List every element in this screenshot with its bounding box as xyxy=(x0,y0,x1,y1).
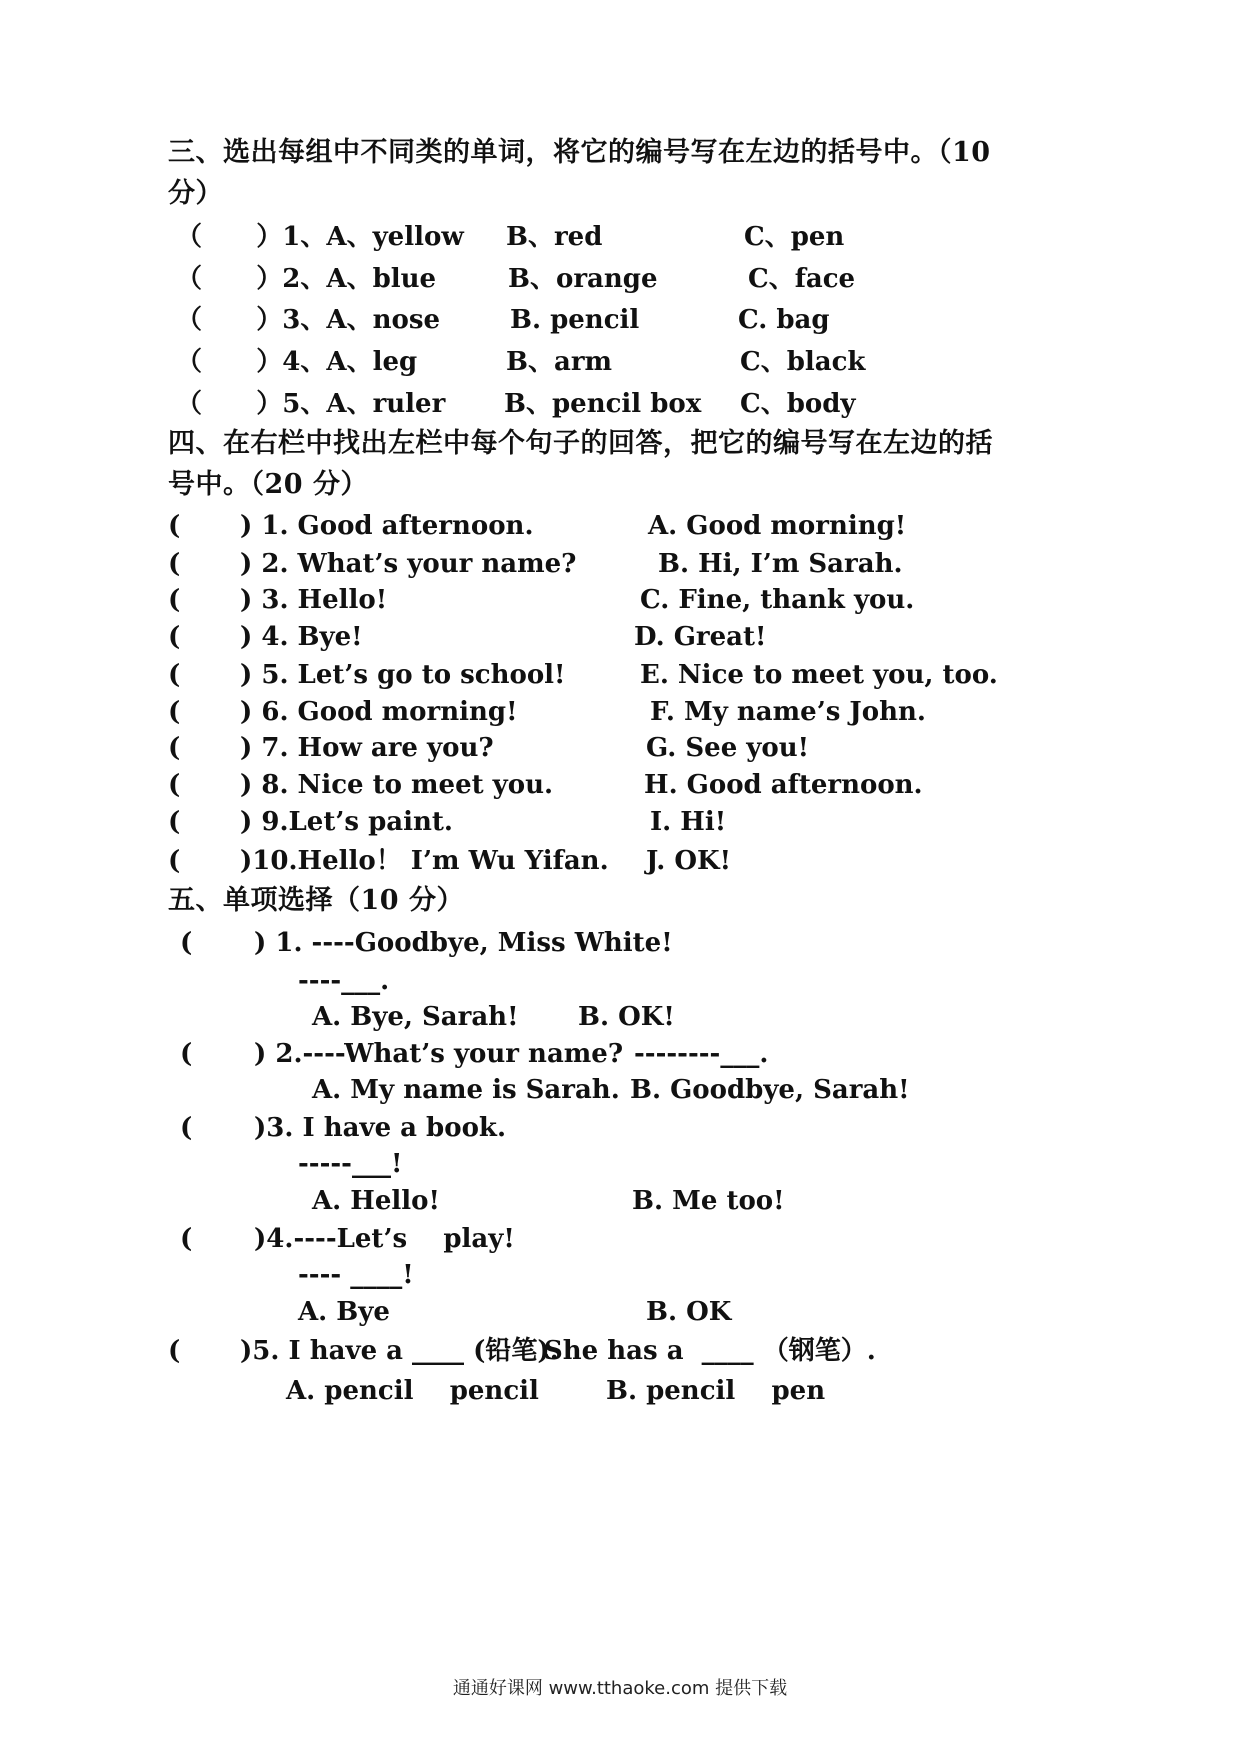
s4-question: ) 7. How are you? xyxy=(240,733,494,763)
s4-question: ) 9.Let’s paint. xyxy=(240,807,453,837)
s4-paren: ( xyxy=(168,585,181,615)
s3-row-2-b: B、orange xyxy=(508,264,658,294)
s3-row-1-a: （ ）1、A、yellow xyxy=(176,222,464,252)
s4-paren: ( xyxy=(168,549,181,579)
s4-answer: I. Hi! xyxy=(650,807,727,837)
s5-stem: ) 1. ----Goodbye, Miss White! xyxy=(254,928,673,958)
s3-row-3-a: （ ）3、A、nose xyxy=(176,305,440,335)
s5-paren: ( xyxy=(180,1113,193,1143)
s4-paren: ( xyxy=(168,770,181,800)
s5-option-b: B. Me too! xyxy=(632,1186,785,1216)
s4-paren: ( xyxy=(168,846,181,876)
s5-paren: ( xyxy=(180,928,193,958)
s4-answer: D. Great! xyxy=(634,622,767,652)
section4-title-line1: 四、在右栏中找出左栏中每个句子的回答，把它的编号写在左边的括 xyxy=(168,428,993,459)
s3-row-1-b: B、red xyxy=(506,222,603,252)
s3-row-2-c: C、face xyxy=(748,264,856,294)
s4-paren: ( xyxy=(168,733,181,763)
s4-paren: ( xyxy=(168,511,181,541)
section3-title-line2: 分） xyxy=(168,178,223,209)
s3-row-5-c: C、body xyxy=(740,389,856,419)
page-footer: 通通好课网 www.tthaoke.com 提供下载 xyxy=(452,1678,788,1699)
s5-paren: ( xyxy=(168,1336,181,1366)
s5-paren: ( xyxy=(180,1039,193,1069)
s5-stem: )3. I have a book. xyxy=(254,1113,506,1143)
s5-option-b: B. pencil pen xyxy=(606,1376,826,1406)
section4-title-line2: 号中。（20 分） xyxy=(168,469,368,500)
s4-question: ) 6. Good morning! xyxy=(240,697,518,727)
s4-answer: J. OK! xyxy=(646,846,732,876)
s4-question: ) 2. What’s your name? xyxy=(240,549,577,579)
s4-question: ) 3. Hello! xyxy=(240,585,388,615)
s5-reply: --------___. xyxy=(634,1039,769,1069)
s3-row-2-a: （ ）2、A、blue xyxy=(176,264,437,294)
s4-question: )10.Hello！ I’m Wu Yifan. xyxy=(240,846,609,876)
s4-answer: A. Good morning! xyxy=(648,511,907,541)
s3-row-3-b: B. pencil xyxy=(510,305,640,335)
s5-option-a: A. Hello! xyxy=(312,1186,440,1216)
s4-paren: ( xyxy=(168,807,181,837)
s5-option-b: B. Goodbye, Sarah! xyxy=(630,1075,910,1105)
s4-question: ) 8. Nice to meet you. xyxy=(240,770,554,800)
s5-option-a: A. Bye, Sarah! xyxy=(312,1002,519,1032)
s4-question: ) 4. Bye! xyxy=(240,622,363,652)
section5-title: 五、单项选择（10 分） xyxy=(168,885,464,916)
s3-row-1-c: C、pen xyxy=(744,222,845,252)
s4-answer: G. See you! xyxy=(646,733,810,763)
s5-reply: ---- ____! xyxy=(298,1260,414,1290)
s5-reply: ----___. xyxy=(298,966,390,996)
s5-option-b: B. OK xyxy=(646,1297,732,1327)
s5-reply: -----___! xyxy=(298,1149,403,1179)
s4-answer: E. Nice to meet you, too. xyxy=(640,660,998,690)
s4-answer: H. Good afternoon. xyxy=(644,770,923,800)
s5-stem: ) 2.----What’s your name? xyxy=(254,1039,624,1069)
s3-row-4-c: C、black xyxy=(740,347,866,377)
s5-paren: ( xyxy=(180,1224,193,1254)
s4-answer: F. My name’s John. xyxy=(650,697,926,727)
section3-title-line1: 三、选出每组中不同类的单词，将它的编号写在左边的括号中。（10 xyxy=(168,137,991,168)
s4-paren: ( xyxy=(168,622,181,652)
s3-row-3-c: C. bag xyxy=(738,305,830,335)
s4-paren: ( xyxy=(168,697,181,727)
s4-answer: C. Fine, thank you. xyxy=(640,585,915,615)
s5-stem-2: She has a ____ （钢笔）. xyxy=(544,1336,876,1366)
s5-option-a: A. pencil pencil xyxy=(286,1376,539,1406)
s5-option-a: A. My name is Sarah. xyxy=(312,1075,620,1105)
s5-option-b: B. OK! xyxy=(578,1002,675,1032)
s5-stem: )5. I have a ____ (铅笔). xyxy=(240,1336,559,1366)
s3-row-4-b: B、arm xyxy=(506,347,613,377)
s5-stem: )4.----Let’s play! xyxy=(254,1224,515,1254)
s5-option-a: A. Bye xyxy=(298,1297,390,1327)
s3-row-5-a: （ ）5、A、ruler xyxy=(176,389,446,419)
s4-question: ) 1. Good afternoon. xyxy=(240,511,534,541)
s3-row-4-a: （ ）4、A、leg xyxy=(176,347,418,377)
s4-paren: ( xyxy=(168,660,181,690)
s4-question: ) 5. Let’s go to school! xyxy=(240,660,566,690)
s3-row-5-b: B、pencil box xyxy=(504,389,702,419)
s4-answer: B. Hi, I’m Sarah. xyxy=(658,549,903,579)
